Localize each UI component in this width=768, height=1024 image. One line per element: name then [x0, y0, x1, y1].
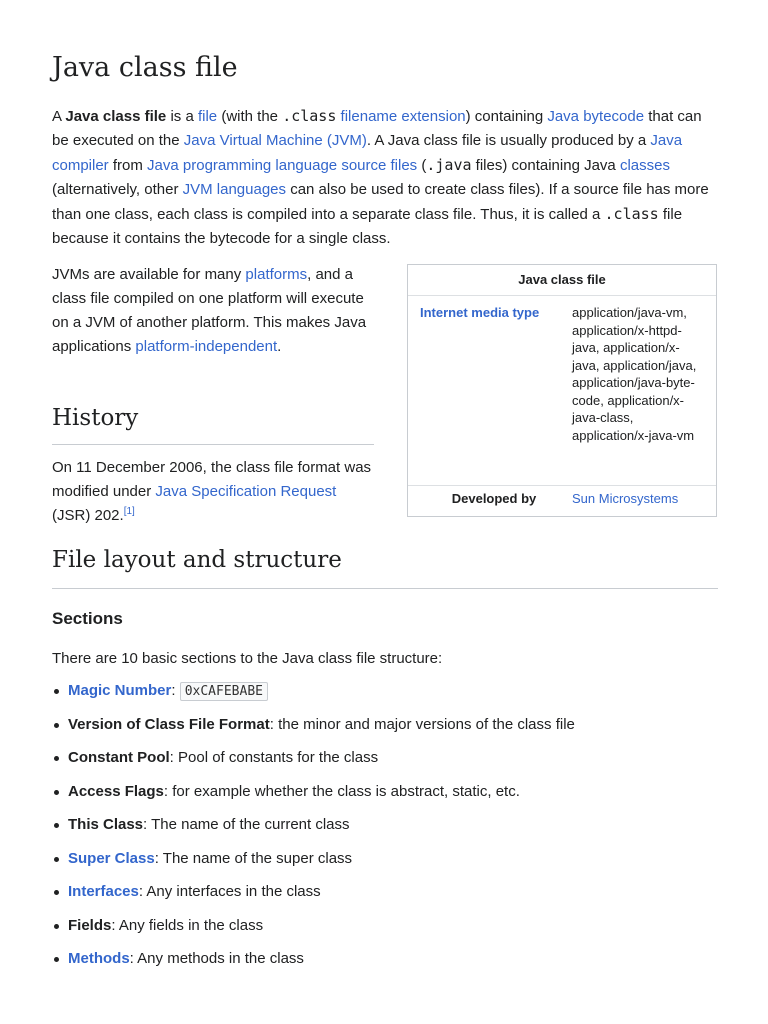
sections-intro: There are 10 basic sections to the Java class file structure: [52, 650, 443, 667]
magic-number-code: 0xCAFEBABE [180, 682, 268, 701]
history-paragraph: On 11 December 2006, the class file format was modified under Java Specification Request (JSR) 202.[1] [52, 459, 372, 524]
list-item: Version of Class File Format: the minor and major versions of the class file [52, 713, 575, 747]
link-java-bytecode[interactable]: Java bytecode [547, 108, 645, 125]
bullet-icon [54, 890, 59, 895]
link-jsr[interactable]: Java Specification Request [155, 483, 337, 500]
reference-1[interactable]: [1] [123, 506, 135, 517]
history-divider [52, 444, 374, 445]
code-java-ext: .java [426, 156, 472, 174]
list-item: This Class: The name of the current class [52, 813, 575, 847]
list-item: Interfaces: Any interfaces in the class [52, 880, 575, 914]
sections-heading: Sections [52, 609, 123, 628]
layout-divider [52, 588, 718, 589]
bullet-icon [54, 857, 59, 862]
link-java-source-files[interactable]: Java programming language source files [147, 157, 418, 174]
layout-heading: File layout and structure [52, 547, 342, 573]
link-java-compiler[interactable]: Java compiler [52, 132, 683, 174]
term-fields: Fields [68, 916, 112, 934]
bullet-icon [54, 924, 59, 929]
link-platforms[interactable]: platforms [245, 266, 308, 283]
code-class-ext: .class [282, 107, 337, 125]
bullet-icon [54, 823, 59, 828]
infobox [407, 264, 717, 517]
list-item: Magic Number: 0xCAFEBABE [52, 679, 575, 713]
list-item: Constant Pool: Pool of constants for the class [52, 746, 575, 780]
platforms-paragraph: JVMs are available for many platforms, and a class file compiled on one platform will execute on a JVM of another platform. This makes Java applications platform-independent. [52, 266, 367, 355]
list-item: Super Class: The name of the super class [52, 847, 575, 881]
bullet-icon [54, 790, 59, 795]
link-jvm[interactable]: Java Virtual Machine (JVM) [183, 132, 367, 149]
bullet-icon [54, 957, 59, 962]
list-item: Fields: Any fields in the class [52, 914, 575, 948]
intro-term: Java class file [65, 108, 167, 125]
link-platform-independent[interactable]: platform-independent [135, 338, 278, 355]
term-constant-pool: Constant Pool [68, 749, 170, 766]
link-magic-number[interactable]: Magic Number [68, 682, 172, 699]
link-super-class[interactable]: Super Class [68, 849, 155, 867]
link-sun-microsystems[interactable]: Sun Microsystems [572, 491, 679, 506]
link-internet-media-type[interactable]: Internet media type [420, 305, 540, 320]
infobox-caption: Java class file [408, 265, 716, 296]
term-version: Version of Class File Format [68, 715, 270, 733]
list-item: Access Flags: for example whether the class is abstract, static, etc. [52, 780, 575, 814]
intro-paragraph: A Java class file is a file (with the .class filename extension) containing Java bytecode that can be executed on the Java Virtual Machine (JVM). A Java class file is usually produced by a Java compiler from Java programming language source files (.java files) containing Java classes (alternatively, other JVM languages can also be used to create class files). If a source file has more than one class, each class is compiled into a separate class file. Thus, it is called a .class file because it contains the bytecode for a single class. [52, 107, 709, 247]
infobox-row-developer [408, 486, 716, 508]
link-classes[interactable]: classes [619, 157, 670, 174]
list-item: Methods: Any methods in the class [52, 947, 575, 981]
link-jvm-languages[interactable]: JVM languages [182, 181, 287, 198]
sections-list [52, 679, 575, 981]
bullet-icon [54, 723, 59, 728]
page-title: Java class file [52, 52, 238, 83]
link-filename-extension[interactable]: filename extension [340, 108, 466, 125]
history-heading: History [52, 405, 139, 431]
infobox-media-type-value: application/java-vm, application/x-httpd-java, application/x-java, application/java, application/java-byte-code, application/x-java-class, application/x-java-vm [572, 305, 697, 443]
infobox-row-media-type [408, 296, 716, 486]
term-access-flags: Access Flags [68, 782, 164, 800]
infobox-developed-by-label: Developed by [451, 491, 537, 506]
term-this-class: This Class [68, 816, 144, 833]
link-interfaces[interactable]: Interfaces [68, 883, 139, 900]
link-file[interactable]: file [197, 108, 218, 125]
code-class-ext-2: .class [604, 205, 659, 223]
bullet-icon [54, 756, 59, 761]
link-methods[interactable]: Methods [68, 950, 130, 967]
bullet-icon [54, 689, 59, 694]
